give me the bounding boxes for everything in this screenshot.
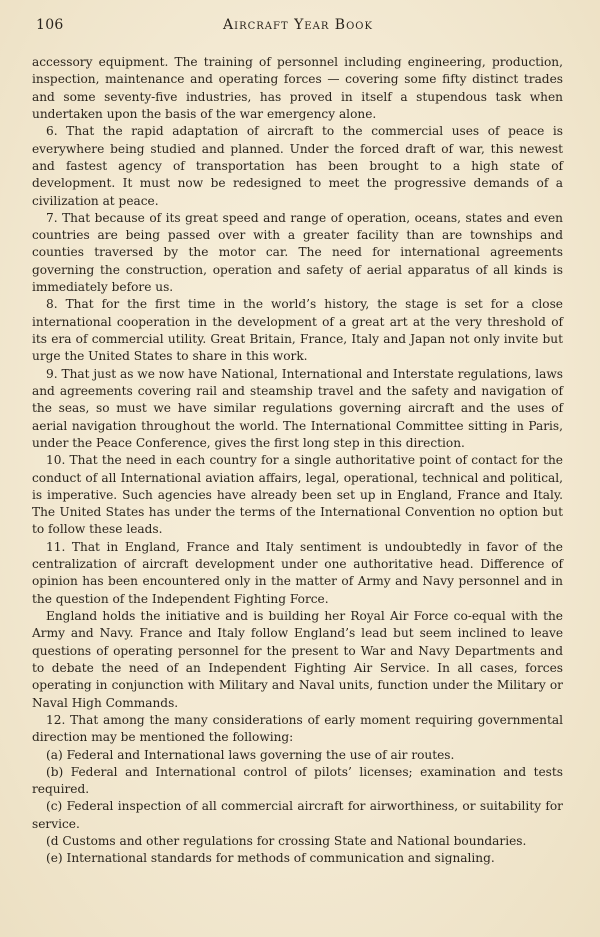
paragraph-point-11: 11. That in England, France and Italy sentiment is undoubtedly in favor of the centralization of aircraft development under one authoritative head. Difference of opinion has been encountered only in the matter of Army and Navy personnel and in the question of the Independent Fighting Force.	[32, 539, 563, 606]
paragraph-point-6: 6. That the rapid adaptation of aircraft to the commercial uses of peace is everywhere being studied and planned. Under the forced draft of war, this newest and fastest agency of transportation has been brought to a high state of development. It must now be redesigned to meet the progressive demands of a civilization at peace.	[32, 124, 563, 208]
page-header	[36, 17, 560, 39]
list-item-d: (d Customs and other regulations for crossing State and National boundaries.	[46, 834, 527, 849]
list-item-b: (b) Federal and International control of pilots’ licenses; examination and tests required.	[32, 764, 563, 797]
paragraph-england: England holds the initiative and is building her Royal Air Force co-equal with the Army and Navy. France and Italy follow England’s lead but seem inclined to leave questions of operating personnel for the present to War and Navy Departments and to debate the need of an Independent Fighting Air Service. In all cases, forces operating in conjunction with Military and Naval units, function under the Military or Naval High Commands.	[32, 609, 563, 710]
paragraph-point-7: 7. That because of its great speed and range of operation, oceans, states and even countries are being passed over with a greater facility than are townships and counties traversed by the motor car. The need for international agreements governing the construction, operation and safety of aerial apparatus of all kinds is immediately before us.	[32, 210, 563, 295]
list-item-e: (e) International standards for methods of communication and signaling.	[46, 851, 495, 866]
paragraph-point-12: 12. That among the many considerations of early moment requiring governmental direction may be mentioned the following:	[32, 712, 563, 745]
list-item-c: (c) Federal inspection of all commercial aircraft for airworthiness, or suitability for service.	[32, 799, 563, 831]
paragraph-point-8: 8. That for the first time in the world’s history, the stage is set for a close international cooperation in the development of a great art at the very threshold of its era of commercial utility. Great Britain, France, Italy and Japan not only invite but urge the United States to share in this work.	[32, 297, 563, 364]
list-item-a: (a) Federal and International laws governing the use of air routes.	[46, 747, 455, 762]
paragraph-point-9: 9. That just as we now have National, International and Interstate regulations, laws and agreements covering rail and steamship travel and the safety and navigation of the seas, so must we have similar regulations governing aircraft and the uses of aerial navigation throughout the world. The International Committee sitting in Paris, under the Peace Conference, gives the first long step in this direction.	[32, 366, 563, 450]
body-text	[32, 54, 563, 868]
page-number: 106	[36, 17, 64, 33]
running-head: Aircraft Year Book	[223, 17, 373, 33]
paragraph-continuation: accessory equipment. The training of personnel including engineering, production, inspection, maintenance and operating forces — covering some fifty distinct trades and some seventy-five industries, has proved in itself a stupendous task when undertaken upon the basis of the war emergency alone.	[32, 55, 563, 121]
paragraph-point-10: 10. That the need in each country for a single authoritative point of contact for the conduct of all International aviation affairs, legal, operational, technical and political, is imperative. Such agencies have already been set up in England, France and Italy. The United States has under the terms of the International Convention no option but to follow these leads.	[32, 453, 563, 537]
